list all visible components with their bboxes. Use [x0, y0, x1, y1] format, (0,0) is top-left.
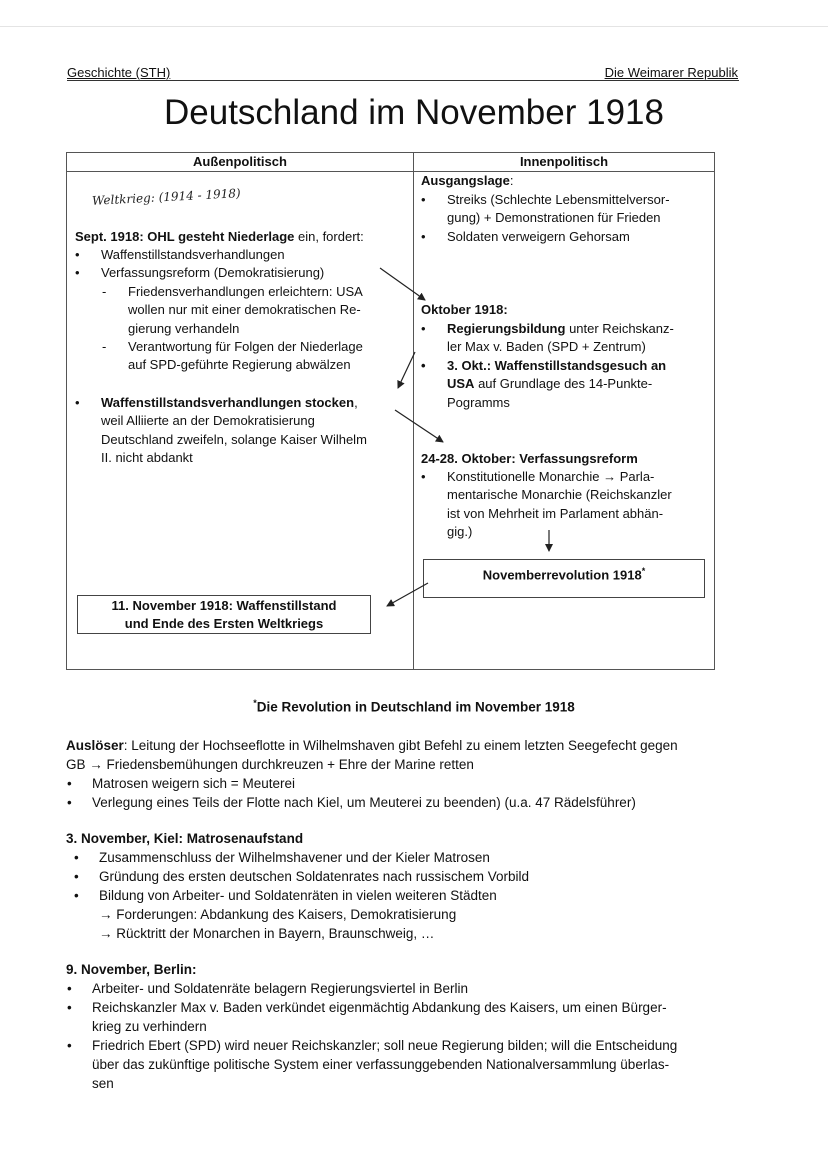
handwritten-note: Weltkrieg: (1914 - 1918) — [91, 186, 241, 208]
column-header-aussenpolitisch: Außenpolitisch — [67, 153, 413, 172]
stocken-bold: Waffenstillstandsverhandlungen stocken — [101, 395, 355, 410]
usa-bold: USA — [447, 376, 475, 391]
ausloeser-line: GB → Friedensbemühungen durchkreuzen + Ehre der Marine retten — [66, 757, 474, 772]
right-line: ist von Mehrheit im Parlament abhän- — [447, 506, 664, 521]
sept-bold: Sept. 1918: OHL gesteht Niederlage — [75, 229, 295, 244]
ausloeser-line — [66, 736, 678, 755]
bullet-item: • Zusammenschluss der Wilhelmshavener und der Kieler Matrosen — [99, 848, 490, 867]
revolution-heading-text: Die Revolution in Deutschland im November 1918 — [256, 699, 575, 715]
arrow — [395, 410, 443, 442]
ausloeser-bold: Auslöser — [66, 738, 124, 753]
bullet-item: • Matrosen weigern sich = Meuterei — [92, 774, 295, 793]
sub-line: → Rücktritt der Monarchen in Bayern, Braunschweig, … — [99, 926, 435, 941]
regierungsbildung-rest: unter Reichskanz- — [565, 321, 674, 336]
bullet-item: • Arbeiter- und Soldatenräte belagern Regierungsviertel in Berlin — [92, 979, 468, 998]
regierungsbildung-bold: Regierungsbildung — [447, 321, 566, 336]
bullet-line: über das zukünftige politische System einer verfassunggebenden Nationalversammlung überlas- — [92, 1057, 670, 1072]
box-line: 11. November 1918: Waffenstillstand — [111, 598, 337, 613]
footnote-star: * — [641, 566, 646, 576]
bullet-item: • Bildung von Arbeiter- und Soldatenräten in vielen weiteren Städten — [99, 886, 497, 905]
arrow — [387, 583, 428, 606]
berlin-heading: 9. November, Berlin: — [66, 962, 197, 977]
page-title: Deutschland im November 1918 — [164, 93, 664, 132]
revolution-heading — [0, 698, 828, 715]
right-bullet: • 3. Okt.: Waffenstillstandsgesuch an — [447, 357, 666, 376]
bullet-line: sen — [92, 1076, 114, 1091]
bullet-line: krieg zu verhindern — [92, 1019, 207, 1034]
left-line: Deutschland zweifeln, solange Kaiser Wilhelm — [101, 432, 367, 447]
header-subject: Geschichte (STH) — [67, 65, 171, 80]
left-dash-item: - Verantwortung für Folgen der Niederlage — [128, 338, 363, 357]
right-bullet: • Konstitutionelle Monarchie → Parla- — [447, 468, 654, 487]
right-line: ler Max v. Baden (SPD + Zentrum) — [447, 339, 646, 354]
sept-rest: ein, fordert: — [294, 229, 364, 244]
box-line: und Ende des Ersten Weltkriegs — [124, 616, 324, 631]
reform-heading: 24-28. Oktober: Verfassungsreform — [421, 451, 638, 466]
arrow — [380, 268, 425, 300]
right-line: Pogramms — [447, 395, 510, 410]
bullet-item: • Reichskanzler Max v. Baden verkündet eigenmächtig Abdankung des Kaisers, um einen Bürger- — [92, 998, 667, 1017]
column-header-innenpolitisch: Innenpolitisch — [414, 153, 714, 172]
ausloeser-text: : Leitung der Hochseeflotte in Wilhelmshaven gibt Befehl zu einem letzten Seegefecht gegen — [123, 738, 678, 753]
left-dash-line: auf SPD-geführte Regierung abwälzen — [128, 357, 351, 372]
ausgangslage-bold: Ausgangslage — [421, 173, 510, 188]
right-bullet: • Soldaten verweigern Gehorsam — [447, 228, 630, 247]
left-dash-line: wollen nur mit einer demokratischen Re- — [128, 302, 361, 317]
left-line: II. nicht abdankt — [101, 450, 193, 465]
right-line: gung) + Demonstrationen für Frieden — [447, 210, 661, 225]
bullet-item: • Friedrich Ebert (SPD) wird neuer Reichskanzler; soll neue Regierung bilden; will die Entscheidung — [92, 1036, 677, 1055]
left-bullet: • Waffenstillstandsverhandlungen — [101, 246, 285, 265]
footnote-star: * — [253, 698, 257, 708]
usa-rest: auf Grundlage des 14-Punkte- — [474, 376, 653, 391]
bullet-item: • Gründung des ersten deutschen Soldatenrates nach russischem Vorbild — [99, 867, 529, 886]
bullet-item: • Verlegung eines Teils der Flotte nach Kiel, um Meuterei zu beenden) (u.a. 47 Rädelsführer) — [92, 793, 636, 812]
sub-line: → Forderungen: Abdankung des Kaisers, Demokratisierung — [99, 907, 457, 922]
left-dash-line: gierung verhandeln — [128, 321, 240, 336]
stocken-comma: , — [354, 395, 358, 410]
arrow — [398, 352, 415, 388]
ausgangslage-colon: : — [509, 173, 514, 188]
novemberrevolution-label: Novemberrevolution 1918 — [482, 567, 642, 583]
header-topic: Die Weimarer Republik — [604, 65, 738, 80]
right-bullet: • Streiks (Schlechte Lebensmittelversor- — [447, 191, 670, 210]
right-line: mentarische Monarchie (Reichskanzler — [447, 487, 672, 502]
kiel-heading: 3. November, Kiel: Matrosenaufstand — [66, 831, 304, 846]
left-line: weil Alliierte an der Demokratisierung — [101, 413, 315, 428]
left-dash-item: - Friedensverhandlungen erleichtern: USA — [128, 283, 363, 302]
oktober-heading: Oktober 1918: — [421, 302, 508, 317]
right-line: gig.) — [447, 524, 473, 539]
left-bullet: • Verfassungsreform (Demokratisierung) — [101, 264, 324, 283]
